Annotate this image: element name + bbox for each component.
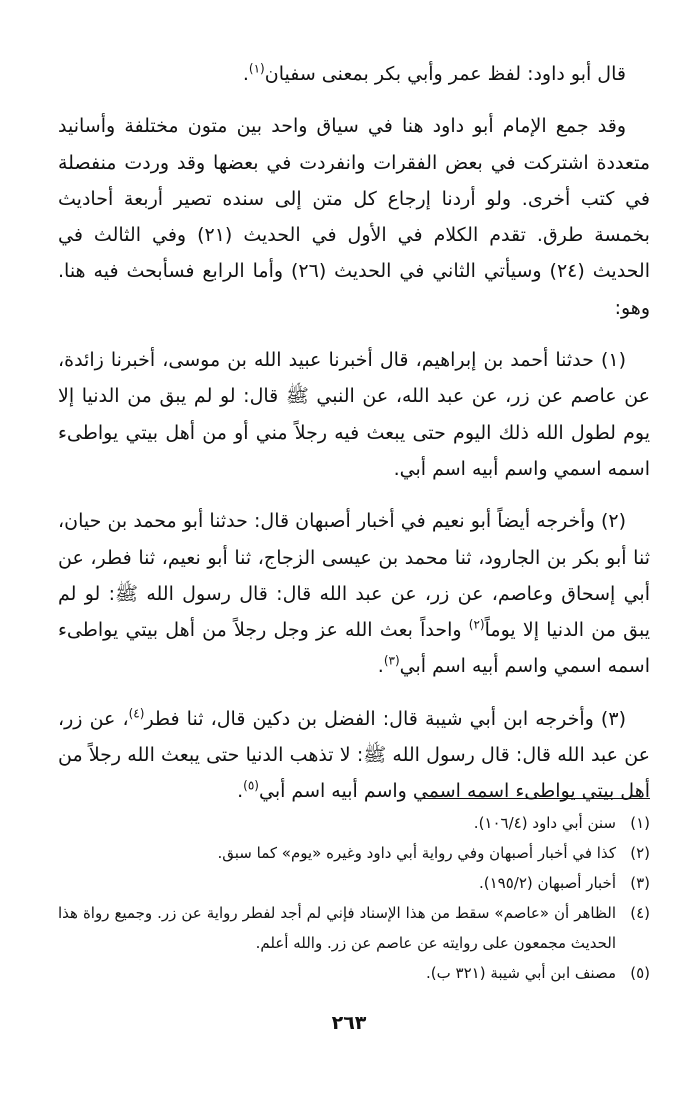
footnote-text: مصنف ابن أبي شيبة (٣٢١ ب). bbox=[426, 964, 616, 982]
hadith-2-text-b: واحداً بعث الله عز وجل رجلاً من أهل بيتي يواطىء اسمه اسمي واسم أبيه اسم أبي bbox=[58, 619, 650, 678]
footnote bbox=[58, 898, 650, 958]
footnote-number: (٥) bbox=[630, 964, 650, 982]
main-text bbox=[58, 56, 650, 810]
footnote-ref: (١) bbox=[248, 61, 265, 76]
paragraph-1: وقد جمع الإمام أبو داود هنا في سياق واحد بين متون مختلفة وأسانيد متعددة اشتركت في بعض الفقرات وانفردت في بعضها وقد وردت منفصلة في كتب أخرى. ولو أردنا إرجاع كل متن إلى سنده تصير أربعة أحاديث بخمسة طرق. تقدم الكلام في الأول في الحديث (٢١) وفي الثالث في الحديث (٢٤) وسيأتي الثاني في الحديث (٢٦) وأما الرابع فسأبحث فيه هنا. وهو: bbox=[58, 115, 650, 319]
hadith-2-end: . bbox=[377, 655, 384, 678]
footnote-number: (٤) bbox=[630, 904, 650, 922]
footnote-ref: (٥) bbox=[243, 779, 259, 794]
intro-text: قال أبو داود: لفظ عمر وأبي بكر بمعنى سفيان bbox=[264, 63, 626, 85]
footnote-ref: (٤) bbox=[128, 706, 145, 721]
hadith-3-text-b: ، عن زر، عن عبد الله قال: قال رسول الله ﷺ: لا تذهب الدنيا حتى يبعث الله رجلاً من أهل بيتي يواطىء اسمه اسمي واسم أبيه اسم أبي bbox=[58, 707, 650, 803]
intro-end: . bbox=[242, 63, 249, 85]
footnote bbox=[58, 808, 650, 838]
intro-line bbox=[58, 56, 650, 92]
footnote-number: (٣) bbox=[630, 874, 650, 892]
hadith-3-text-a: (٣) وأخرجه ابن أبي شيبة قال: الفضل بن دكين قال، ثنا فطر bbox=[144, 707, 626, 730]
hadith-2 bbox=[58, 503, 650, 684]
footnote-number: (١) bbox=[630, 814, 650, 832]
footnote-number: (٢) bbox=[630, 844, 650, 862]
footnote bbox=[58, 838, 650, 868]
footnote bbox=[58, 868, 650, 898]
footnote-separator bbox=[424, 798, 650, 799]
footnote-text: سنن أبي داود (١٠٦/٤). bbox=[473, 814, 616, 832]
footnotes bbox=[58, 808, 650, 988]
footnote-ref: (٢) bbox=[468, 617, 485, 632]
footnote-ref: (٣) bbox=[383, 654, 400, 669]
footnote-text: أخبار أصبهان (١٩٥/٢). bbox=[478, 874, 616, 892]
hadith-1: (١) حدثنا أحمد بن إبراهيم، قال أخبرنا عبيد الله بن موسى، أخبرنا زائدة، عن عاصم عن زر، عن عبد الله، عن النبي ﷺ قال: لو لم يبق من الدنيا إلا يوم لطول الله ذلك اليوم حتى يبعث فيه رجلاً مني أو من أهل بيتي يواطىء اسمه اسمي واسم أبيه اسم أبي. bbox=[58, 349, 650, 480]
footnote-text: الظاهر أن «عاصم» سقط من هذا الإسناد فإني لم أجد لفطر رواية عن زر. وجميع رواة هذا الحديث مجمعون على روايته عن عاصم عن زر. والله أعلم. bbox=[58, 904, 616, 952]
hadith-2-text-a: (٢) وأخرجه أيضاً أبو نعيم في أخبار أصبهان قال: حدثنا أبو محمد بن حيان، ثنا أبو بكر بن الجارود، ثنا محمد بن عيسى الزجاج، ثنا أبو نعيم، ثنا فطر، عن أبي إسحاق وعاصم، عن زر، عن عبد الله قال: قال رسول الله ﷺ: لو لم يبق من الدنيا إلا يوماً bbox=[58, 510, 650, 642]
footnote-text: كذا في أخبار أصبهان وفي رواية أبي داود وغيره «يوم» كما سبق. bbox=[217, 844, 616, 862]
hadith-3 bbox=[58, 701, 650, 810]
page-number: ٢٦٣ bbox=[331, 1012, 367, 1034]
footnote bbox=[58, 958, 650, 988]
hadith-3-end: . bbox=[237, 780, 244, 803]
